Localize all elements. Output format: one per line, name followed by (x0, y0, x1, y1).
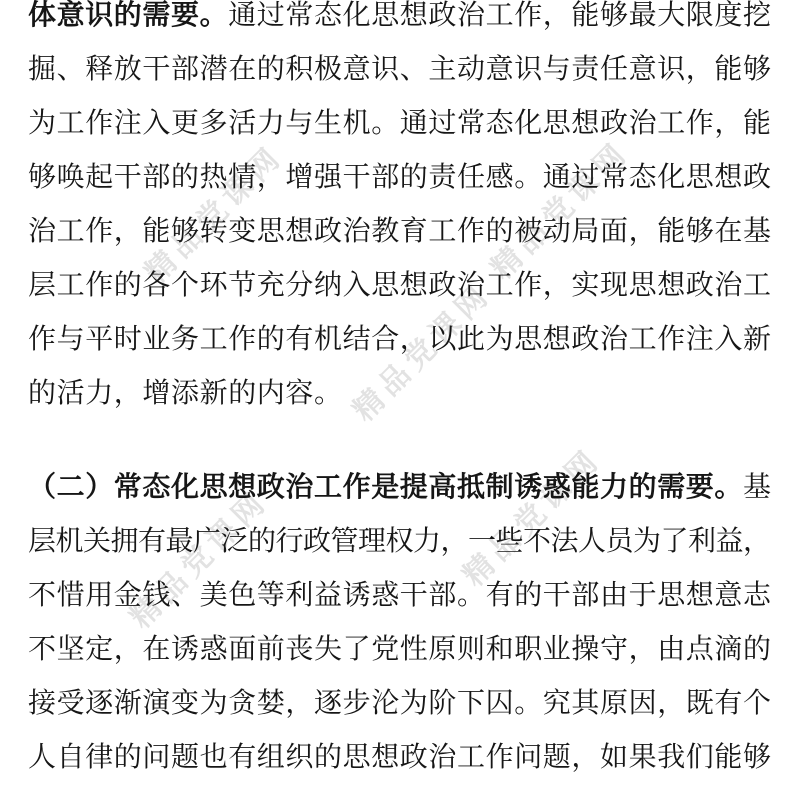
text-line (28, 367, 772, 421)
watermark-text: 精品党课网 (124, 484, 275, 635)
paragraph-1 (28, 0, 772, 421)
line-text: 作与平时业务工作的有机结合，以此为思想政治工作注入新 (28, 324, 772, 355)
document-body (28, 0, 772, 785)
text-line (28, 313, 772, 367)
line-text: 够唤起干部的热情，增强干部的责任感。通过常态化思想政 (28, 162, 772, 193)
text-line (28, 97, 772, 151)
text-line (28, 623, 772, 677)
line-text: 治工作，能够转变思想政治教育工作的被动局面，能够在基 (28, 216, 772, 247)
watermark-text: 精品党课网 (347, 277, 498, 428)
line-text: 的活力，增添新的内容。 (28, 378, 343, 409)
paragraph-2 (28, 461, 772, 785)
text-line (28, 515, 772, 569)
text-line (28, 43, 772, 97)
line-text: 不坚定，在诱惑面前丧失了党性原则和职业操守，由点滴的 (28, 634, 772, 665)
line-text: 为工作注入更多活力与生机。通过常态化思想政治工作，能 (28, 108, 772, 139)
text-line (28, 205, 772, 259)
text-line (28, 0, 772, 43)
watermark-text: 精品党课网 (457, 442, 608, 593)
text-line (28, 677, 772, 731)
text-line (28, 461, 772, 515)
line-text: 人自律的问题也有组织的思想政治工作问题，如果我们能够 (28, 742, 772, 773)
line-text: 层工作的各个环节充分纳入思想政治工作，实现思想政治工 (28, 270, 772, 301)
line-text: 接受逐渐演变为贪婪，逐步沦为阶下囚。究其原因，既有个 (28, 688, 772, 719)
line-text: 层机关拥有最广泛的行政管理权力，一些不法人员为了利益， (28, 526, 771, 557)
line-text: 不惜用金钱、美色等利益诱惑干部。有的干部由于思想意志 (28, 580, 772, 611)
bold-lead: 体意识的需要。 (28, 0, 229, 31)
line-text: 基 (743, 472, 772, 503)
text-line (28, 731, 772, 785)
bold-lead: （二）常态化思想政治工作是提高抵制诱惑能力的需要。 (28, 472, 744, 503)
text-line (28, 569, 772, 623)
watermark-text: 精品党课网 (485, 135, 636, 286)
line-text: 掘、释放干部潜在的积极意识、主动意识与责任意识，能够 (28, 54, 772, 85)
watermark-text: 精品党课网 (139, 139, 290, 290)
text-line (28, 151, 772, 205)
text-line (28, 259, 772, 313)
line-text: 通过常态化思想政治工作，能够最大限度挖 (228, 0, 772, 31)
